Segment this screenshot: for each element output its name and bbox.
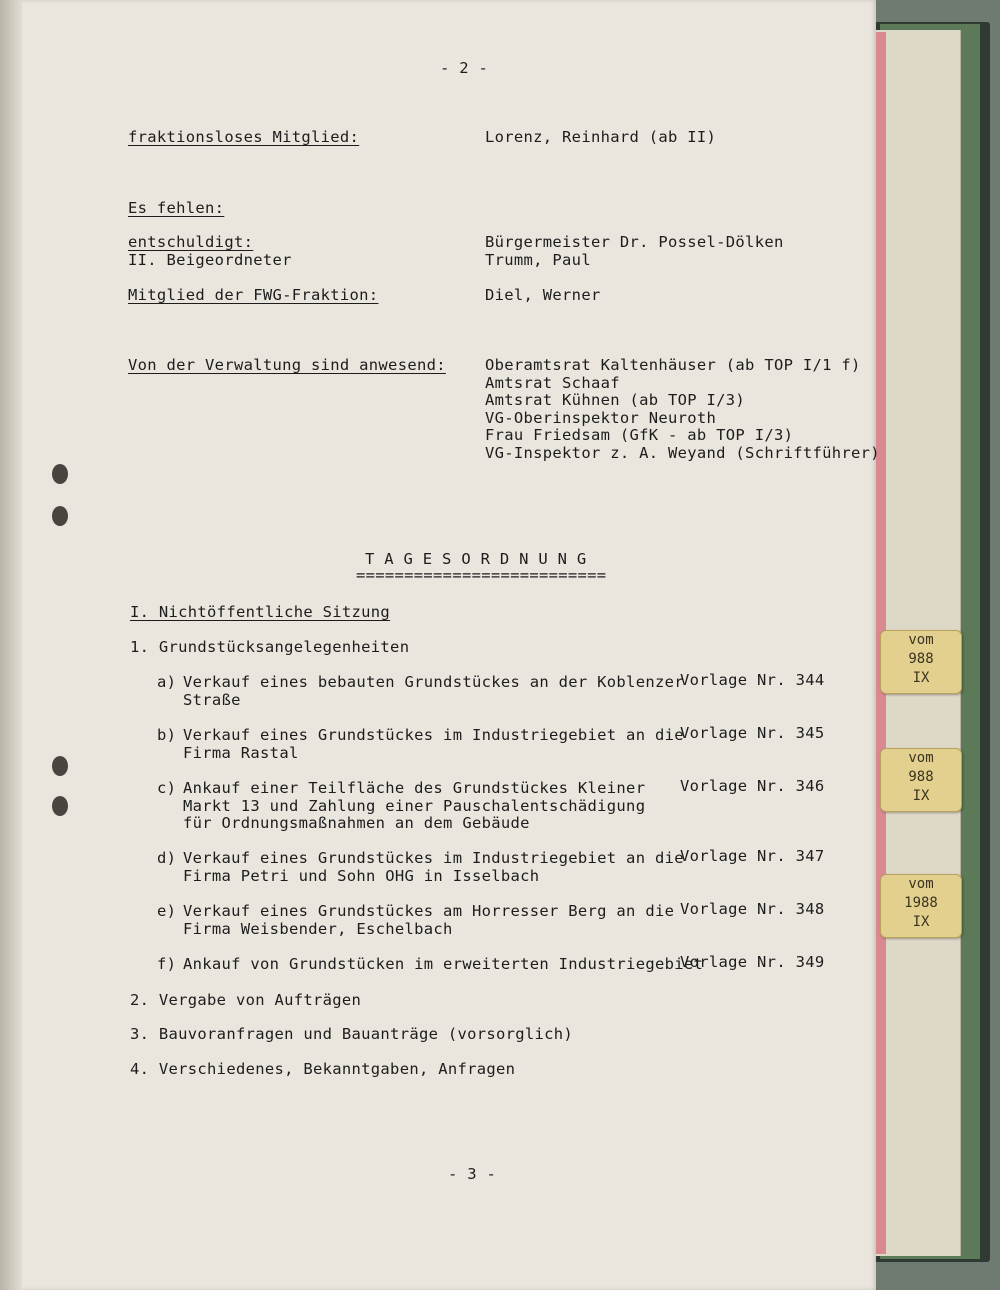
subitem-text: Verkauf eines Grundstückes im Industriegebiet an die bbox=[183, 726, 684, 744]
tab-text: IX bbox=[912, 788, 930, 804]
subitem-text: Verkauf eines Grundstückes im Industriegebiet an die bbox=[183, 849, 684, 867]
page-fold bbox=[0, 0, 22, 1290]
tab-text: IX bbox=[912, 914, 930, 930]
subitem-ref: Vorlage Nr. 346 bbox=[680, 777, 825, 795]
subitem-letter: c) bbox=[157, 779, 177, 797]
subitem-text: Firma Rastal bbox=[183, 744, 299, 762]
attendance-value: Amtsrat Schaaf bbox=[485, 374, 620, 392]
subitem-letter: a) bbox=[157, 673, 177, 691]
punch-hole bbox=[52, 506, 68, 526]
attendance-value: Trumm, Paul bbox=[485, 251, 591, 269]
subitem-ref: Vorlage Nr. 348 bbox=[680, 900, 825, 918]
subitem-ref: Vorlage Nr. 345 bbox=[680, 724, 825, 742]
attendance-value: Bürgermeister Dr. Possel-Dölken bbox=[485, 233, 784, 251]
subitem-letter: f) bbox=[157, 955, 177, 973]
subitem-ref: Vorlage Nr. 349 bbox=[680, 953, 825, 971]
tab-text: 988 bbox=[908, 769, 934, 785]
subitem-text: Straße bbox=[183, 691, 241, 709]
attendance-label: entschuldigt: bbox=[128, 233, 254, 251]
attendance-value: Diel, Werner bbox=[485, 286, 601, 304]
page-number: - 2 - bbox=[440, 59, 489, 77]
tab-text: 1988 bbox=[904, 895, 938, 911]
subitem-letter: d) bbox=[157, 849, 177, 867]
punch-hole bbox=[52, 756, 68, 776]
attendance-label: Mitglied der FWG-Fraktion: bbox=[128, 286, 379, 304]
section-heading: Es fehlen: bbox=[128, 199, 225, 217]
subitem-text: Verkauf eines Grundstückes am Horresser Berg an die bbox=[183, 902, 675, 920]
tab-text: vom bbox=[908, 876, 934, 892]
subitem-letter: b) bbox=[157, 726, 177, 744]
subitem-text: Ankauf von Grundstücken im erweiterten Industriegebiet bbox=[183, 955, 704, 973]
attendance-value: Amtsrat Kühnen (ab TOP I/3) bbox=[485, 391, 746, 409]
tab-text: vom bbox=[908, 632, 934, 648]
subitem-ref: Vorlage Nr. 344 bbox=[680, 671, 825, 689]
subitem-ref: Vorlage Nr. 347 bbox=[680, 847, 825, 865]
attendance-label: II. Beigeordneter bbox=[128, 251, 292, 269]
agenda-item: 3. Bauvoranfragen und Bauanträge (vorsorglich) bbox=[130, 1025, 574, 1043]
attendance-label: fraktionsloses Mitglied: bbox=[128, 128, 360, 146]
tab-text: IX bbox=[912, 670, 930, 686]
attendance-label: Von der Verwaltung sind anwesend: bbox=[128, 356, 446, 374]
attendance-value: Frau Friedsam (GfK - ab TOP I/3) bbox=[485, 426, 794, 444]
subitem-text: Firma Petri und Sohn OHG in Isselbach bbox=[183, 867, 540, 885]
subitem-text: für Ordnungsmaßnahmen an dem Gebäude bbox=[183, 814, 530, 832]
page-number: - 3 - bbox=[448, 1165, 497, 1183]
index-tab[interactable] bbox=[880, 874, 962, 938]
agenda-item: 2. Vergabe von Aufträgen bbox=[130, 991, 362, 1009]
attendance-value: Lorenz, Reinhard (ab II) bbox=[485, 128, 717, 146]
tab-text: 988 bbox=[908, 651, 934, 667]
tab-text: vom bbox=[908, 750, 934, 766]
agenda-item: 1. Grundstücksangelegenheiten bbox=[130, 638, 410, 656]
subitem-letter: e) bbox=[157, 902, 177, 920]
attendance-value: VG-Inspektor z. A. Weyand (Schriftführer) bbox=[485, 444, 880, 462]
subitem-text: Ankauf einer Teilfläche des Grundstückes Kleiner bbox=[183, 779, 646, 797]
agenda-rule: ========================== bbox=[356, 566, 607, 584]
punch-hole bbox=[52, 796, 68, 816]
subitem-text: Markt 13 und Zahlung einer Pauschalentschädigung bbox=[183, 797, 646, 815]
subitem-text: Verkauf eines bebauten Grundstückes an der Koblenzer bbox=[183, 673, 684, 691]
index-tab[interactable] bbox=[880, 748, 962, 812]
attendance-value: Oberamtsrat Kaltenhäuser (ab TOP I/1 f) bbox=[485, 356, 861, 374]
agenda-section: I. Nichtöffentliche Sitzung bbox=[130, 603, 391, 621]
agenda-item: 4. Verschiedenes, Bekanntgaben, Anfragen bbox=[130, 1060, 516, 1078]
punch-hole bbox=[52, 464, 68, 484]
attendance-value: VG-Oberinspektor Neuroth bbox=[485, 409, 717, 427]
subitem-text: Firma Weisbender, Eschelbach bbox=[183, 920, 453, 938]
index-tab[interactable] bbox=[880, 630, 962, 694]
agenda-title: T A G E S O R D N U N G bbox=[365, 550, 587, 568]
